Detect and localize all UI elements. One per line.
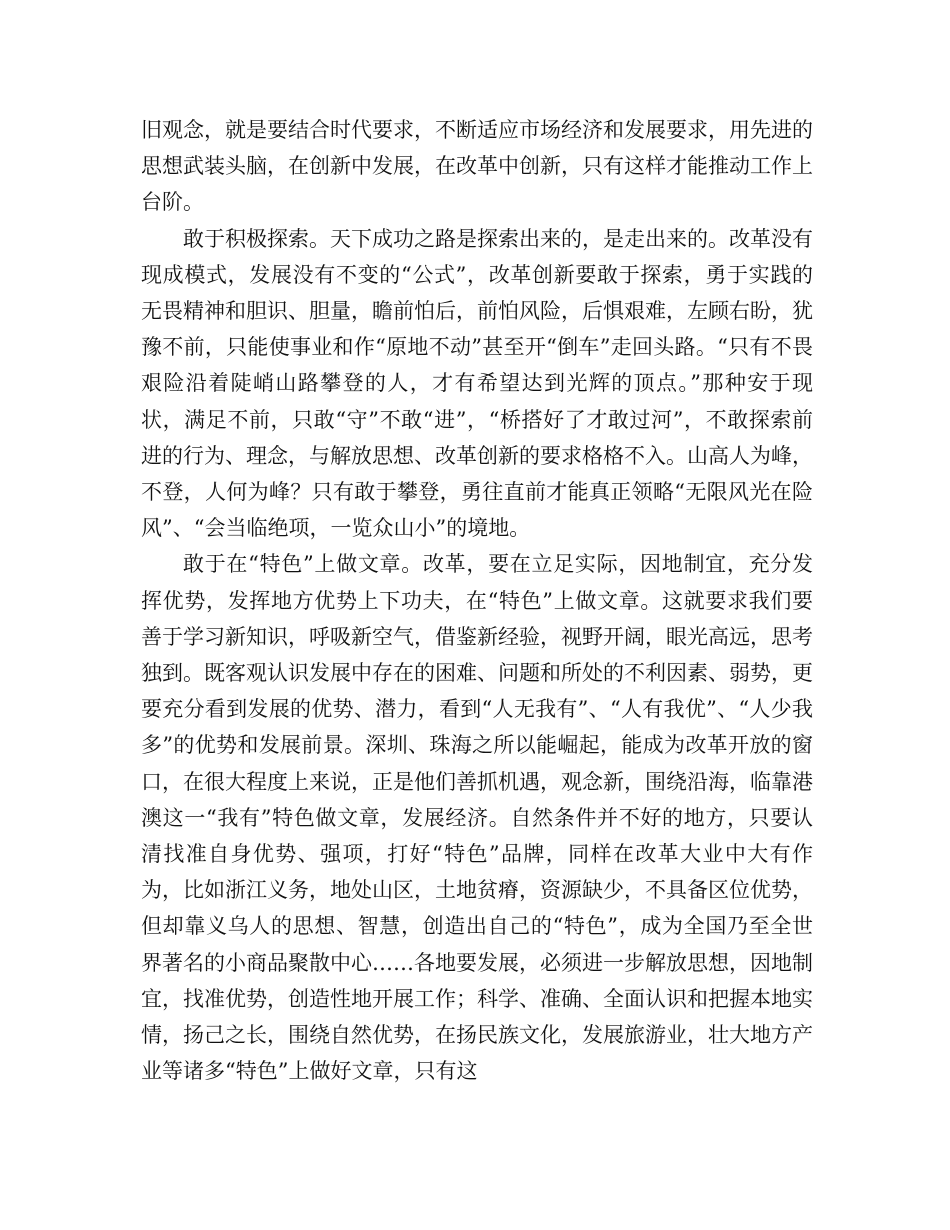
paragraph-explore: 敢于积极探索。天下成功之路是探索出来的，是走出来的。改革没有现成模式，发展没有不变的“公式”，改革创新要敢于探索，勇于实践的无畏精神和胆识、胆量，瞻前怕后，前怕风险，后惧艰难，左顾右盼，犹豫不前，只能使事业和作“原地不动”甚至开“倒车”走回头路。“只有不畏艰险沿着陡峭山路攀登的人，才有希望达到光辉的顶点。”那种安于现状，满足不前，只敢“守”不敢“进”，“桥搭好了才敢过河”，不敢探索前进的行为、理念，与解放思想、改革创新的要求格格不入。山高人为峰，不登，人何为峰？只有敢于攀登，勇往直前才能真正领略“无限风光在险风”、“会当临绝项，一览众山小”的境地。 bbox=[141, 226, 813, 541]
paragraph-continued: 旧观念，就是要结合时代要求，不断适应市场经济和发展要求，用先进的思想武装头脑，在创新中发展，在改革中创新，只有这样才能推动工作上台阶。 bbox=[141, 118, 813, 215]
body-text bbox=[141, 112, 813, 1089]
paragraph-characteristics: 敢于在“特色”上做文章。改革，要在立足实际，因地制宜，充分发挥优势，发挥地方优势上下功夫，在“特色”上做文章。这就要求我们要善于学习新知识，呼吸新空气，借鉴新经验，视野开阔，眼光高远，思考独到。既客观认识发展中存在的困难、问题和所处的不利因素、弱势，更要充分看到发展的优势、潜力，看到“人无我有”、“人有我优”、“人少我多”的优势和发展前景。深圳、珠海之所以能崛起，能成为改革开放的窗口，在很大程度上来说，正是他们善抓机遇，观念新，围绕沿海，临靠港澳这一“我有”特色做文章，发展经济。自然条件并不好的地方，只要认清找准自身优势、强项，打好“特色”品牌，同样在改革大业中大有作为，比如浙江义务，地处山区，土地贫瘠，资源缺少，不具备区位优势，但却靠义乌人的思想、智慧，创造出自己的“特色”，成为全国乃至全世界著名的小商品聚散中心……各地要发展，必须进一步解放思想，因地制宜，找准优势，创造性地开展工作；科学、准确、全面认识和把握本地实情，扬己之长，围绕自然优势，在扬民族文化，发展旅游业，壮大地方产业等诸多“特色”上做好文章，只有这 bbox=[141, 552, 813, 1084]
